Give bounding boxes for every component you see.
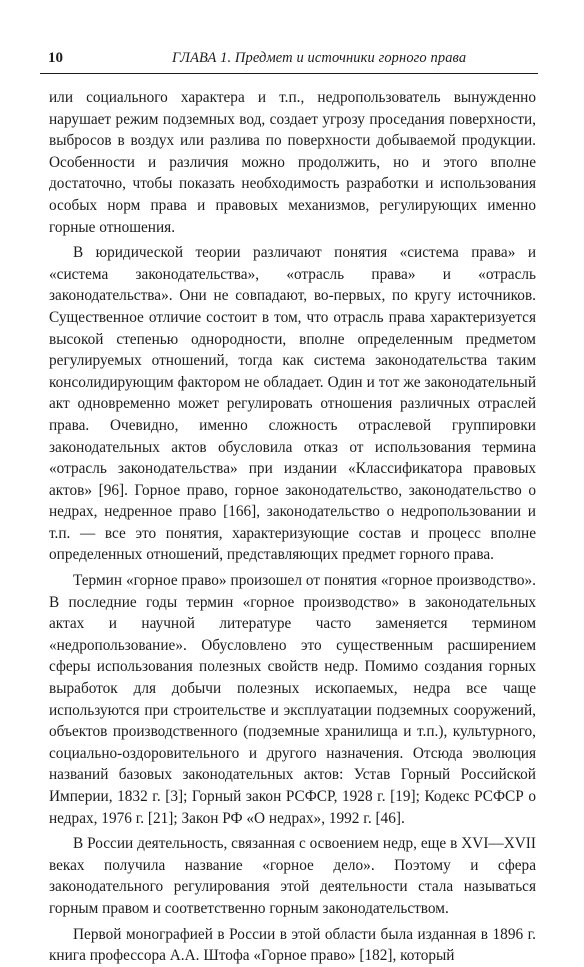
- paragraph: Термин «горное право» произошел от понятия «горное производство». В последние годы термин «горное производство» в законодательных актах и научной литературе часто заменяется термином «недропользование». Обусловлено это существенным расширением сферы использования полезных свойств недр. Помимо создания горных выработок для добычи полезных ископаемых, недра все чаще используются при строительстве и эксплуатации подземных сооружений, объектов производственного (подземные хранилища и т.п.), культурного, социально-оздоровительного и другого назначения. Отсюда эволюция названий базовых законодательных актов: Устав Горный Российской Империи, 1832 г. [3]; Горный закон РСФСР, 1928 г. [19]; Кодекс РСФСР о недрах, 1976 г. [21]; Закон РФ «О недрах», 1992 г. [46].: [49, 572, 536, 827]
- paragraph: В России деятельность, связанная с освоением недр, еще в XVI—XVII веках получила название «горное дело». Поэтому и сфера законодательного регулирования этой деятельности стала называться горным правом и соответственно горным законодательством.: [49, 835, 536, 917]
- page-number: 10: [48, 50, 63, 66]
- body-text: [49, 87, 536, 967]
- paragraph: В юридической теории различают понятия «система права» и «система законодательства», «отрасль права» и «отрасль законодательства». Они не совпадают, во-первых, по кругу источников. Существенное отличие состоит в том, что отрасль права характеризуется высокой степенью однородности, вполне определенным предметом регулируемых отношений, тогда как система законодательства таким консолидирующим фактором не обладает. Один и тот же законодательный акт одновременно может регулировать отношения различных отраслей права. Очевидно, именно сложность отраслевой группировки законодательных актов обусловила отказ от использования термина «отрасль законодательства» при издании «Классификатора правовых актов» [96]. Горное право, горное законодательство, законодательство о недрах, недренное право [166], законодательство о недропользовании и т.п. — все это понятия, характеризующие состав и процесс вполне определенных отношений, представляющих предмет горного права.: [49, 244, 536, 564]
- running-title: ГЛАВА 1. Предмет и источники горного права: [172, 50, 467, 66]
- paragraph: или социального характера и т.п., недропользователь вынужденно нарушает режим подземных вод, создает угрозу проседания поверхности, выбросов в воздух или разлива по поверхности добываемой продукции. Особенности и различия можно продолжить, но и этого вполне достаточно, чтобы показать необходимость разработки и использования особых норм права и правовых механизмов, регулирующих именно горные отношения.: [49, 89, 536, 236]
- header-rule: [40, 73, 538, 74]
- paragraph: Первой монографией в России в этой области была изданная в 1896 г. книга профессора А.А. Штофа «Горное право» [182], который: [49, 925, 536, 965]
- running-header: [40, 46, 538, 72]
